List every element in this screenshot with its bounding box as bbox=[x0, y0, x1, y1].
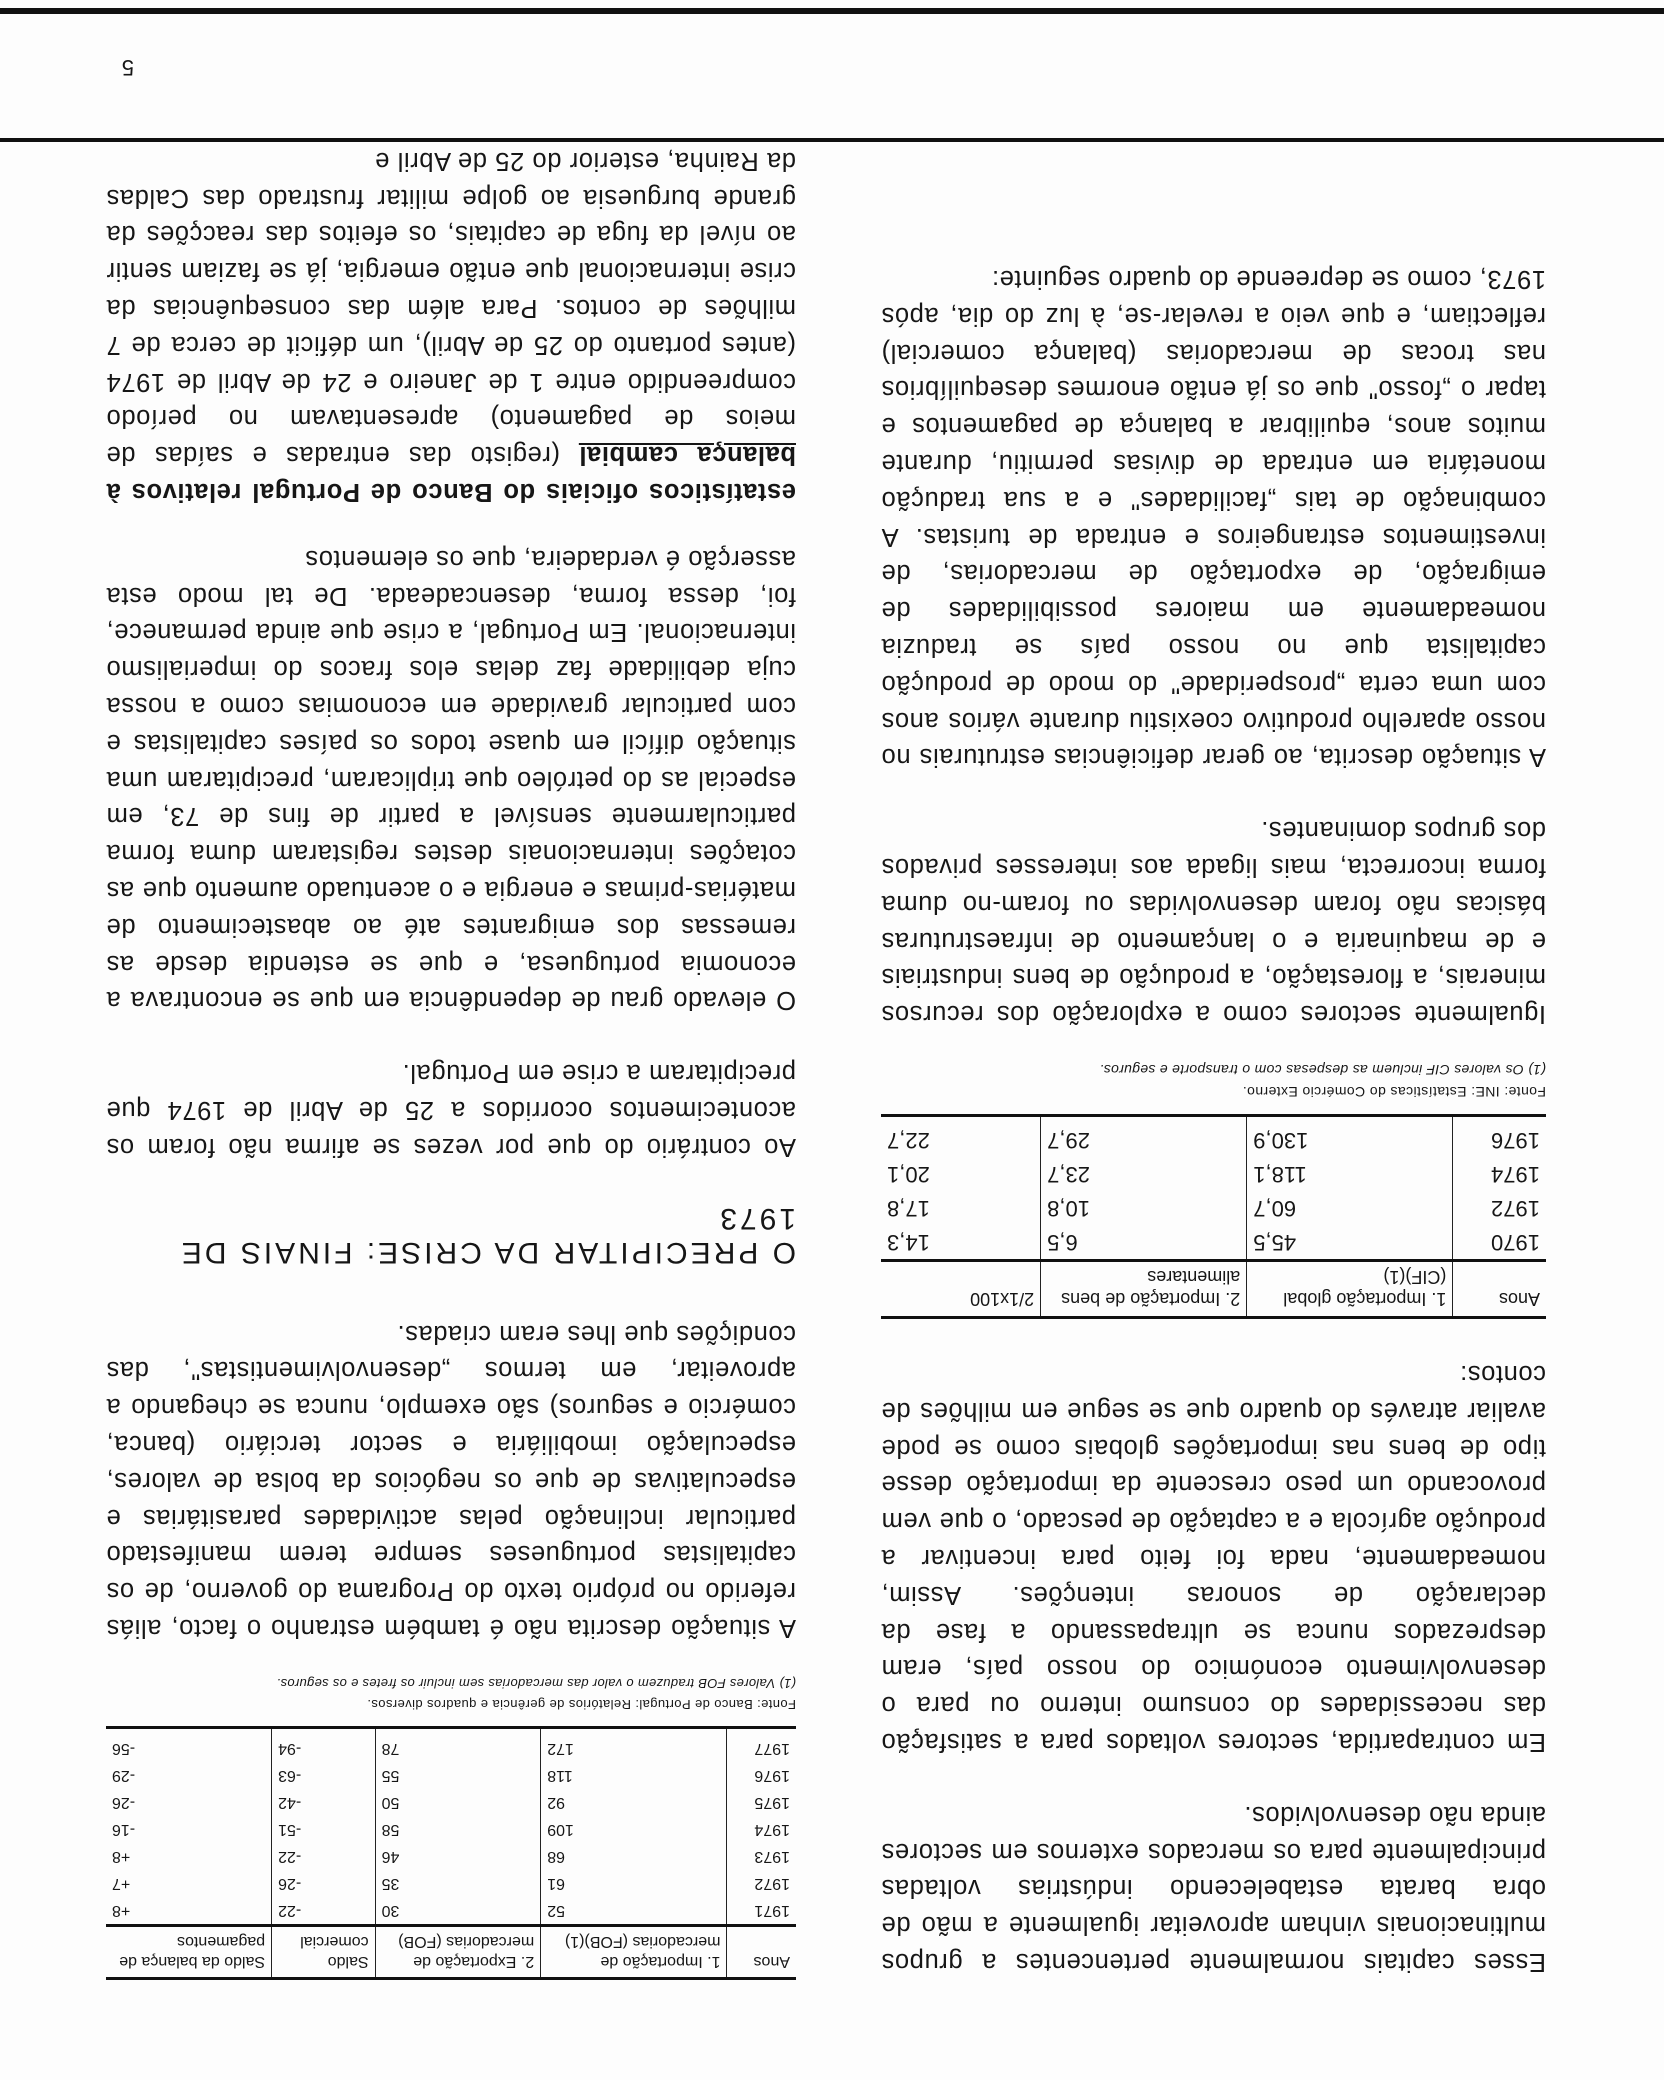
table-cell: 23,7 bbox=[1041, 1157, 1247, 1191]
column-header: 2. Importação de bens alimentares bbox=[1041, 1261, 1247, 1317]
table-trade-balance bbox=[106, 1726, 796, 1980]
table-cell: -16 bbox=[106, 1816, 272, 1843]
paragraph: Em contrapartida, sectores voltados para a satisfação das necessidades do consumo interno ou para o desenvolvimento económico do nosso país, eram desprezados nunca se ultrapassando a fase da declaração de sonoras intenções. Assim, nomeadamente, nada foi feito para incentivar a produção agrícola e a captação de pescado, o que vem provocando um peso crescente da importação desse tipo de bens nas importações globais como se pode avaliar através do quadro que se segue em milhões de contos: bbox=[881, 1360, 1546, 1757]
table-row bbox=[106, 1843, 796, 1870]
page-number: 5 bbox=[121, 55, 134, 80]
data-table bbox=[106, 1729, 796, 1977]
paragraph: Ao contrário do que por vezes se afirma não foram os acontecimentos ocorridos a 25 de Abril de 1974 que precipitaram a crise em Portugal. bbox=[106, 1059, 796, 1161]
horizontal-rule bbox=[0, 138, 1664, 142]
table-cell: 52 bbox=[541, 1897, 727, 1926]
bold-phrase: estatísticos oficiais do Banco de Portugal relativos à bbox=[106, 478, 796, 507]
table-cell: -94 bbox=[272, 1729, 376, 1762]
data-table bbox=[881, 1117, 1546, 1316]
table-cell: 60,7 bbox=[1247, 1191, 1453, 1225]
table-row bbox=[106, 1816, 796, 1843]
column-header: Saldo da balança de pagamentos bbox=[106, 1926, 272, 1978]
table-cell: 1976 bbox=[754, 1767, 790, 1784]
paragraph-text: (registo das entradas e saídas de meios de pagamento) apresentavam no período compreendido entre 1 de Janeiro e 24 de Abril de 1974 (antes portanto do 25 de Abril), um déficit de cerca de 7 milhões de contos. Para além das consequências da crise internacional que então emergia, já se faziam sentir ao nível da fuga de capitais, os efeitos das reacções da grande burguesia ao golpe militar frustrado das Caldas da Rainha, esterior do 25 de Abril e bbox=[105, 146, 796, 470]
table-row bbox=[106, 1789, 796, 1816]
paragraph: Esses capitais normalmente pertencentes a grupos multinacionais vinham aproveitar igualmente a mão de obra barata estabelecendo indústrias voltadas principalmente para os mercados externos em sectores ainda não desenvolvidos. bbox=[881, 1800, 1546, 1976]
table-row bbox=[881, 1117, 1546, 1157]
table-cell: -63 bbox=[272, 1762, 376, 1789]
table-row bbox=[106, 1897, 796, 1926]
table-cell: 68 bbox=[541, 1843, 727, 1870]
table-row bbox=[881, 1191, 1546, 1225]
table-cell: 1974 bbox=[754, 1821, 790, 1838]
table-source: Fonte: INE: Estatísticas do Comércio Externo. bbox=[1242, 1084, 1546, 1101]
column-header: Anos bbox=[753, 1953, 790, 1970]
table-header-row bbox=[106, 1926, 796, 1978]
table-row bbox=[106, 1762, 796, 1789]
table-cell: 45,5 bbox=[1247, 1225, 1453, 1261]
column-header: 2. Exportação de mercadorias (FOB) bbox=[375, 1926, 541, 1978]
table-cell: 55 bbox=[375, 1762, 541, 1789]
bold-underlined-phrase: balança cambial bbox=[578, 441, 796, 470]
table-footnote: (1) Os valores CIF incluem as despesas com o transporte e seguros. bbox=[1099, 1062, 1546, 1079]
right-column bbox=[106, 106, 796, 1980]
table-cell: 6,5 bbox=[1041, 1225, 1247, 1261]
table-source: Fonte: Banco de Portugal: Relatórios de gerência e quadros diversos. bbox=[367, 1697, 796, 1712]
page-edge-rule bbox=[0, 8, 1664, 14]
table-cell: 1972 bbox=[754, 1875, 790, 1892]
paragraph: O elevado grau de dependência em que se encontrava a economia portuguesa, e que se estendia desde as remessas dos emigrantes até ao abastecimento de matérias-primas e energia e o acentuado aumento que as cotações internacionais destes registaram duma forma particularmente sensível a partir de fins de 73, em especial as do petróleo que triplicaram, precipitaram uma situação difícil em quase todos os países capitalistas e com particular gravidade em economias como a nossa cuja debilidade faz delas elos fracos do imperialismo internacional. Em Portugal, a crise que ainda permanece, foi, dessa forma, desencadeada. De tal modo esta asserção é verdadeira, que os elementos bbox=[106, 544, 796, 1015]
table-cell: 29,7 bbox=[1041, 1117, 1247, 1157]
table-imports-food bbox=[881, 1114, 1546, 1319]
table-cell: 1971 bbox=[754, 1902, 790, 1919]
table-cell: -26 bbox=[106, 1789, 272, 1816]
table-cell: -22 bbox=[272, 1897, 376, 1926]
table-cell: +8 bbox=[106, 1843, 272, 1870]
table-row bbox=[881, 1225, 1546, 1261]
table-cell: 50 bbox=[375, 1789, 541, 1816]
table-cell: -29 bbox=[106, 1762, 272, 1789]
table-cell: -42 bbox=[272, 1789, 376, 1816]
column-header: 2/1x100 bbox=[881, 1261, 1041, 1317]
table-cell: 1972 bbox=[1491, 1196, 1540, 1222]
table-cell: -22 bbox=[272, 1843, 376, 1870]
column-header: Anos bbox=[1498, 1289, 1540, 1310]
table-cell: 30 bbox=[375, 1897, 541, 1926]
table-cell: 118,1 bbox=[1247, 1157, 1453, 1191]
table-cell: -26 bbox=[272, 1870, 376, 1897]
table-cell: 1970 bbox=[1491, 1230, 1540, 1256]
table-cell: +8 bbox=[106, 1897, 272, 1926]
table-cell: 61 bbox=[541, 1870, 727, 1897]
column-header: 1. Importação global (CIF)(1) bbox=[1247, 1261, 1453, 1317]
table-cell: 118 bbox=[541, 1762, 727, 1789]
table-footnote: (1) Valores FOB traduzem o valor das mercadorias sem incluir os fretes e os seguros. bbox=[276, 1676, 796, 1691]
table-header-row bbox=[881, 1261, 1546, 1317]
table-cell: 20,1 bbox=[881, 1157, 1041, 1191]
table-row bbox=[881, 1157, 1546, 1191]
section-heading: O PRECIPITAR DA CRISE: FINAIS DE 1973 bbox=[178, 1201, 796, 1269]
paragraph: Igualmente sectores como a exploração dos recursos minerais, a florestação, a produção de bens industriais e de maquinaria e o lançamento de infraestruturas básicas não foram desenvolvidas ou foram-no duma forma incorrecta, mais ligada aos interesses privados dos grupos dominantes. bbox=[881, 816, 1546, 1029]
paragraph: A situação descrita não é também estranho o facto, aliás referido no próprio texto do Programa do governo, de os capitalistas portugueses sempre terem manifestado particular inclinação pelas actividades parasitárias e especulativas de que os negócios da bolsa de valores, especulação imobiliária e sector terciário (banca, comércio e seguros) são exemplo, nunca se chegando a aproveitar, em termos „desenvolvimentistas", das condições que lhes eram criadas. bbox=[106, 1319, 796, 1642]
table-cell: 1976 bbox=[1491, 1128, 1540, 1154]
table-cell: 1975 bbox=[754, 1794, 790, 1811]
table-cell: -56 bbox=[106, 1729, 272, 1762]
table-cell: 109 bbox=[541, 1816, 727, 1843]
table-cell: 58 bbox=[375, 1816, 541, 1843]
table-cell: 46 bbox=[375, 1843, 541, 1870]
table-cell: 1973 bbox=[754, 1848, 790, 1865]
table-cell: 172 bbox=[541, 1729, 727, 1762]
table-cell: 92 bbox=[541, 1789, 727, 1816]
column-header: Saldo comercial bbox=[272, 1926, 376, 1978]
column-header: 1. Importação de mercadorias (FOB)(1) bbox=[541, 1926, 727, 1978]
table-cell: +7 bbox=[106, 1870, 272, 1897]
table-cell: 14,3 bbox=[881, 1225, 1041, 1261]
table-cell: 17,8 bbox=[881, 1191, 1041, 1225]
table-cell: 1977 bbox=[754, 1740, 790, 1757]
table-cell: 10,8 bbox=[1041, 1191, 1247, 1225]
left-column bbox=[881, 224, 1546, 1980]
table-cell: 35 bbox=[375, 1870, 541, 1897]
table-row bbox=[106, 1729, 796, 1762]
table-row bbox=[106, 1870, 796, 1897]
table-cell: -51 bbox=[272, 1816, 376, 1843]
table-cell: 1974 bbox=[1491, 1162, 1540, 1188]
table-cell: 78 bbox=[375, 1729, 541, 1762]
paragraph bbox=[106, 142, 796, 510]
table-cell: 130,9 bbox=[1247, 1117, 1453, 1157]
paragraph: A situação descrita, ao gerar deficiências estruturais no nosso aparelho produtivo coexistiu durante vários anos com uma certa „prosperidade" do modo de produção capitalista que no nosso país se traduzia nomeadamente em maiores possibilidades de emigração, de exportação de mercadorias, de investimentos estrangeiros e entrada de turistas. A combinação de tais „facilidades" e a sua tradução monetária em entrada de divisas permitiu, durante muitos anos, equilibrar a balança de pagamentos e tapar o „fosso" que os já então enormes desequilíbrios nas trocas de mercadorias (balança comercial) reflectiam, e que veio a revelar-se, à luz do dia, após 1973, como se depreende do quadro seguinte: bbox=[881, 265, 1546, 772]
table-cell: 22,7 bbox=[881, 1117, 1041, 1157]
